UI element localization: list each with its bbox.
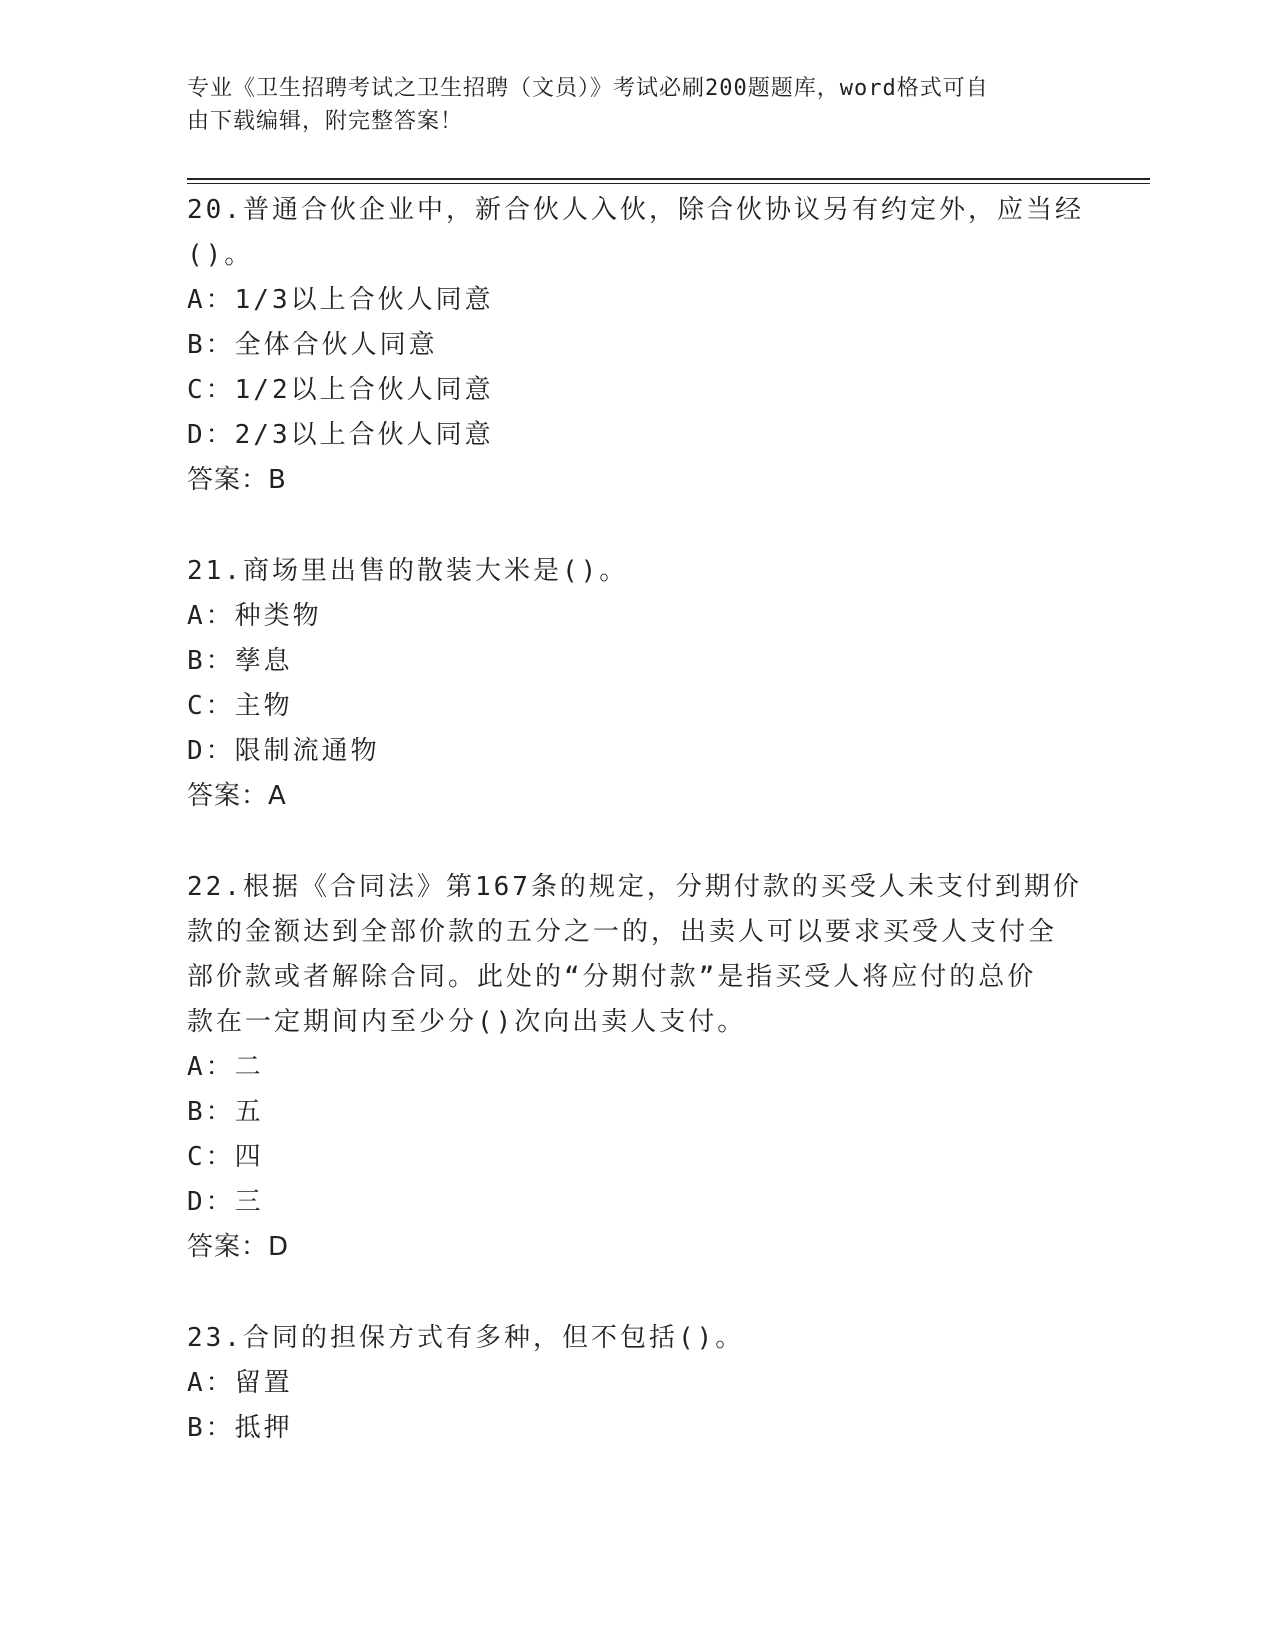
- option-a: [187, 1045, 1087, 1090]
- option-text: 1/2以上合伙人同意: [234, 375, 494, 405]
- answer-label: 答案：: [187, 1232, 269, 1262]
- option-b: [187, 639, 1087, 684]
- option-key: D：: [187, 420, 235, 450]
- option-text: 限制流通物: [234, 736, 380, 766]
- option-a: [187, 278, 1087, 323]
- question-list: [187, 188, 1087, 1497]
- option-text: 五: [234, 1097, 264, 1127]
- option-key: B：: [187, 1413, 235, 1443]
- question-text-line: 款的金额达到全部价款的五分之一的，出卖人可以要求买受人支付全: [187, 917, 1058, 947]
- option-text: 三: [234, 1187, 264, 1217]
- question-text: [187, 188, 1087, 233]
- answer-value: D: [268, 1232, 290, 1262]
- answer-label: 答案：: [187, 781, 269, 811]
- option-b: [187, 1090, 1087, 1135]
- option-text: 四: [234, 1142, 264, 1172]
- header-rule-thick: [187, 178, 1150, 180]
- option-d: [187, 729, 1087, 774]
- option-b: [187, 323, 1087, 368]
- option-key: C：: [187, 691, 235, 721]
- header-line-2: 由下载编辑，附完整答案！: [187, 109, 464, 134]
- answer-value: B: [268, 465, 287, 495]
- question-number: 20.: [187, 195, 243, 225]
- question-text-line: 款在一定期间内至少分()次向出卖人支付。: [187, 1007, 747, 1037]
- option-c: [187, 684, 1087, 729]
- option-key: C：: [187, 1142, 235, 1172]
- option-text: 抵押: [234, 1413, 293, 1443]
- option-text: 主物: [234, 691, 293, 721]
- option-key: D：: [187, 1187, 235, 1217]
- question-text: [187, 549, 1087, 594]
- option-key: A：: [187, 601, 235, 631]
- option-key: A：: [187, 1368, 235, 1398]
- option-key: D：: [187, 736, 235, 766]
- option-d: [187, 413, 1087, 458]
- option-text: 1/3以上合伙人同意: [234, 285, 494, 315]
- question-text-line: 部价款或者解除合同。此处的“分期付款”是指买受人将应付的总价: [187, 962, 1037, 992]
- option-key: C：: [187, 375, 235, 405]
- option-key: B：: [187, 1097, 235, 1127]
- answer-line: [187, 458, 1087, 503]
- header-rule-thin: [187, 183, 1150, 184]
- option-text: 2/3以上合伙人同意: [234, 420, 494, 450]
- option-text: 二: [234, 1052, 264, 1082]
- answer-value: A: [268, 781, 287, 811]
- question-text-line: 普通合伙企业中，新合伙人入伙，除合伙协议另有约定外，应当经: [242, 195, 1084, 225]
- option-key: B：: [187, 646, 235, 676]
- option-text: 孳息: [234, 646, 293, 676]
- document-header: [187, 72, 1087, 138]
- answer-label: 答案：: [187, 465, 269, 495]
- header-line-1: 专业《卫生招聘考试之卫生招聘（文员）》考试必刷200题题库，word格式可自: [187, 76, 989, 101]
- option-d: [187, 1180, 1087, 1225]
- option-text: 留置: [234, 1368, 293, 1398]
- question-text-line: 商场里出售的散装大米是()。: [242, 556, 629, 586]
- question-21: [187, 549, 1087, 819]
- question-23: [187, 1316, 1087, 1451]
- question-text-line: 合同的担保方式有多种，但不包括()。: [242, 1323, 745, 1353]
- option-c: [187, 1135, 1087, 1180]
- question-text-line: 根据《合同法》第167条的规定，分期付款的买受人未支付到期价: [242, 872, 1082, 902]
- question-text: [187, 1316, 1087, 1361]
- option-a: [187, 594, 1087, 639]
- option-key: A：: [187, 1052, 235, 1082]
- question-number: 22.: [187, 872, 243, 902]
- option-key: A：: [187, 285, 235, 315]
- question-number: 21.: [187, 556, 243, 586]
- option-text: 种类物: [234, 601, 322, 631]
- question-number: 23.: [187, 1323, 243, 1353]
- option-b: [187, 1406, 1087, 1451]
- answer-line: [187, 1225, 1087, 1270]
- option-text: 全体合伙人同意: [234, 330, 438, 360]
- answer-line: [187, 774, 1087, 819]
- question-20: [187, 188, 1087, 503]
- option-c: [187, 368, 1087, 413]
- option-a: [187, 1361, 1087, 1406]
- question-text-line: ()。: [187, 240, 254, 270]
- question-22: [187, 865, 1087, 1270]
- question-text: [187, 865, 1087, 910]
- option-key: B：: [187, 330, 235, 360]
